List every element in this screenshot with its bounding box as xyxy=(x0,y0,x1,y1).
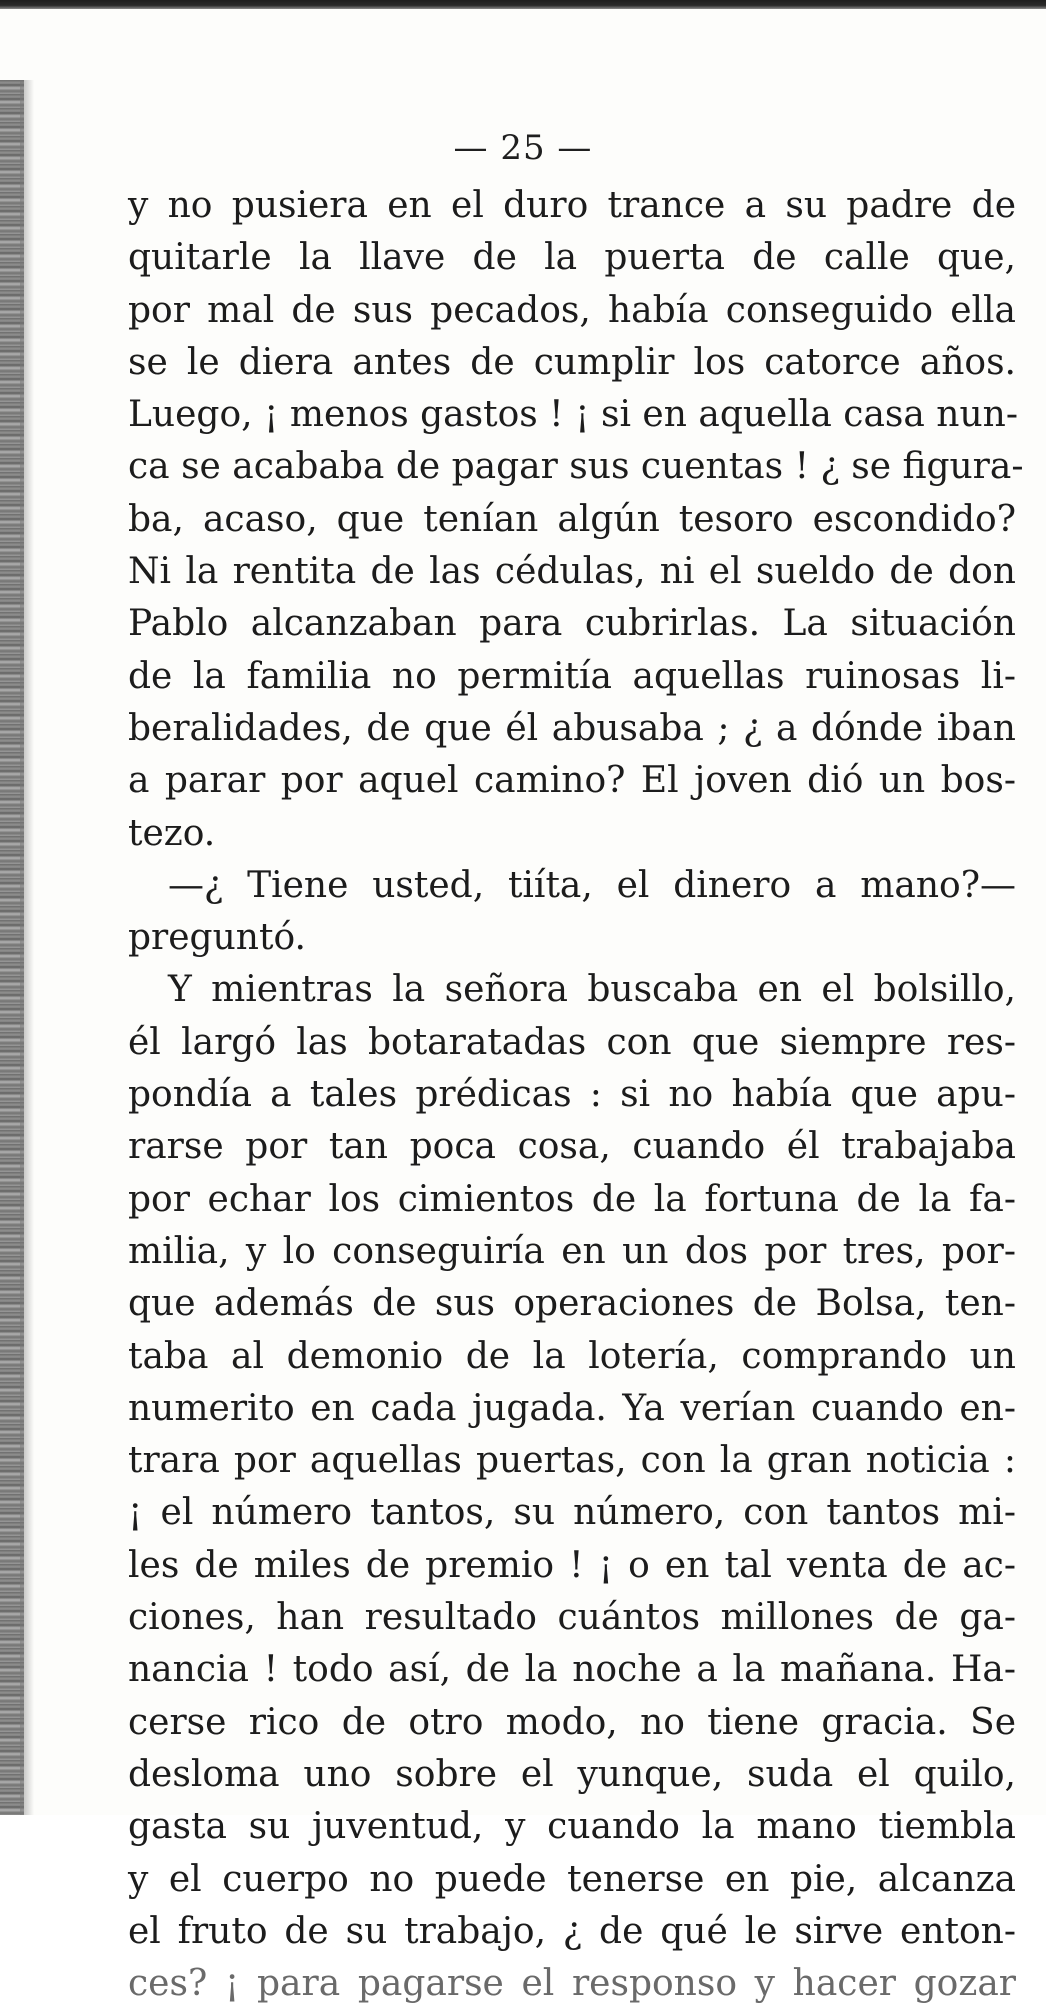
text-line: pondía a tales prédicas : si no había que apu- xyxy=(128,1074,1016,1116)
text-line: ba, acaso, que tenían algún tesoro escondido? xyxy=(128,498,1016,540)
page-number: — 25 — xyxy=(453,128,593,168)
text-line: y el cuerpo no puede tenerse en pie, alcanza xyxy=(128,1858,1016,1900)
text-line: a parar por aquel camino? El joven dió un bos- xyxy=(128,760,1016,802)
text-line: milia, y lo conseguiría en un dos por tres, por- xyxy=(128,1230,1016,1272)
text-line: por echar los cimientos de la fortuna de la fa- xyxy=(128,1178,1016,1220)
text-line: numerito en cada jugada. Ya verían cuando en- xyxy=(128,1387,1016,1429)
body-text xyxy=(128,180,1024,2010)
text-line: se le diera antes de cumplir los catorce años. xyxy=(128,341,1016,383)
text-line: les de miles de premio ! ¡ o en tal venta de ac- xyxy=(128,1544,1016,1586)
text-line: tezo. xyxy=(128,812,216,854)
text-line: rarse por tan poca cosa, cuando él trabajaba xyxy=(128,1126,1016,1168)
text-line: desloma uno sobre el yunque, suda el quilo, xyxy=(128,1753,1016,1795)
text-line: taba al demonio de la lotería, comprando un xyxy=(128,1335,1016,1377)
text-line: él largó las botaratadas con que siempre res- xyxy=(128,1021,1016,1063)
text-line: ¡ el número tantos, su número, con tantos mi- xyxy=(128,1492,1016,1534)
text-line: trara por aquellas puertas, con la gran noticia : xyxy=(128,1440,1016,1482)
text-line: Luego, ¡ menos gastos ! ¡ si en aquella casa nun- xyxy=(128,394,1019,436)
top-edge-rule xyxy=(0,0,1046,9)
text-line: preguntó. xyxy=(128,917,306,959)
text-line: ca se acababa de pagar sus cuentas ! ¿ se figura- xyxy=(128,446,1024,488)
text-line: gasta su juventud, y cuando la mano tiembla xyxy=(128,1806,1016,1848)
text-line: de la familia no permitía aquellas ruinosas li- xyxy=(128,655,1016,697)
text-line: cerse rico de otro modo, no tiene gracia. Se xyxy=(128,1701,1016,1743)
text-line: el fruto de su trabajo, ¿ de qué le sirve enton- xyxy=(128,1910,1016,1952)
text-line: beralidades, de que él abusaba ; ¿ a dónde iban xyxy=(128,707,1016,749)
text-line: ces? ¡ para pagarse el responso y hacer gozar xyxy=(128,1963,1016,2005)
text-line: quitarle la llave de la puerta de calle que, xyxy=(128,237,1016,279)
text-line: ciones, han resultado cuántos millones de ga- xyxy=(128,1597,1016,1639)
text-line: y no pusiera en el duro trance a su padre de xyxy=(128,185,1016,226)
text-line: nancia ! todo así, de la noche a la mañana. Ha- xyxy=(128,1649,1016,1691)
text-line: Pablo alcanzaban para cubrirlas. La situación xyxy=(128,603,1016,645)
binding-gutter-fade xyxy=(20,80,34,1815)
text-line: que además de sus operaciones de Bolsa, ten- xyxy=(128,1283,1016,1325)
text-line: —¿ Tiene usted, tiíta, el dinero a mano?— xyxy=(168,864,1016,906)
text-line: Y mientras la señora buscaba en el bolsillo, xyxy=(168,969,1016,1011)
text-line: por mal de sus pecados, había conseguido ella xyxy=(128,289,1016,331)
text-line: Ni la rentita de las cédulas, ni el sueldo de don xyxy=(128,551,1016,593)
